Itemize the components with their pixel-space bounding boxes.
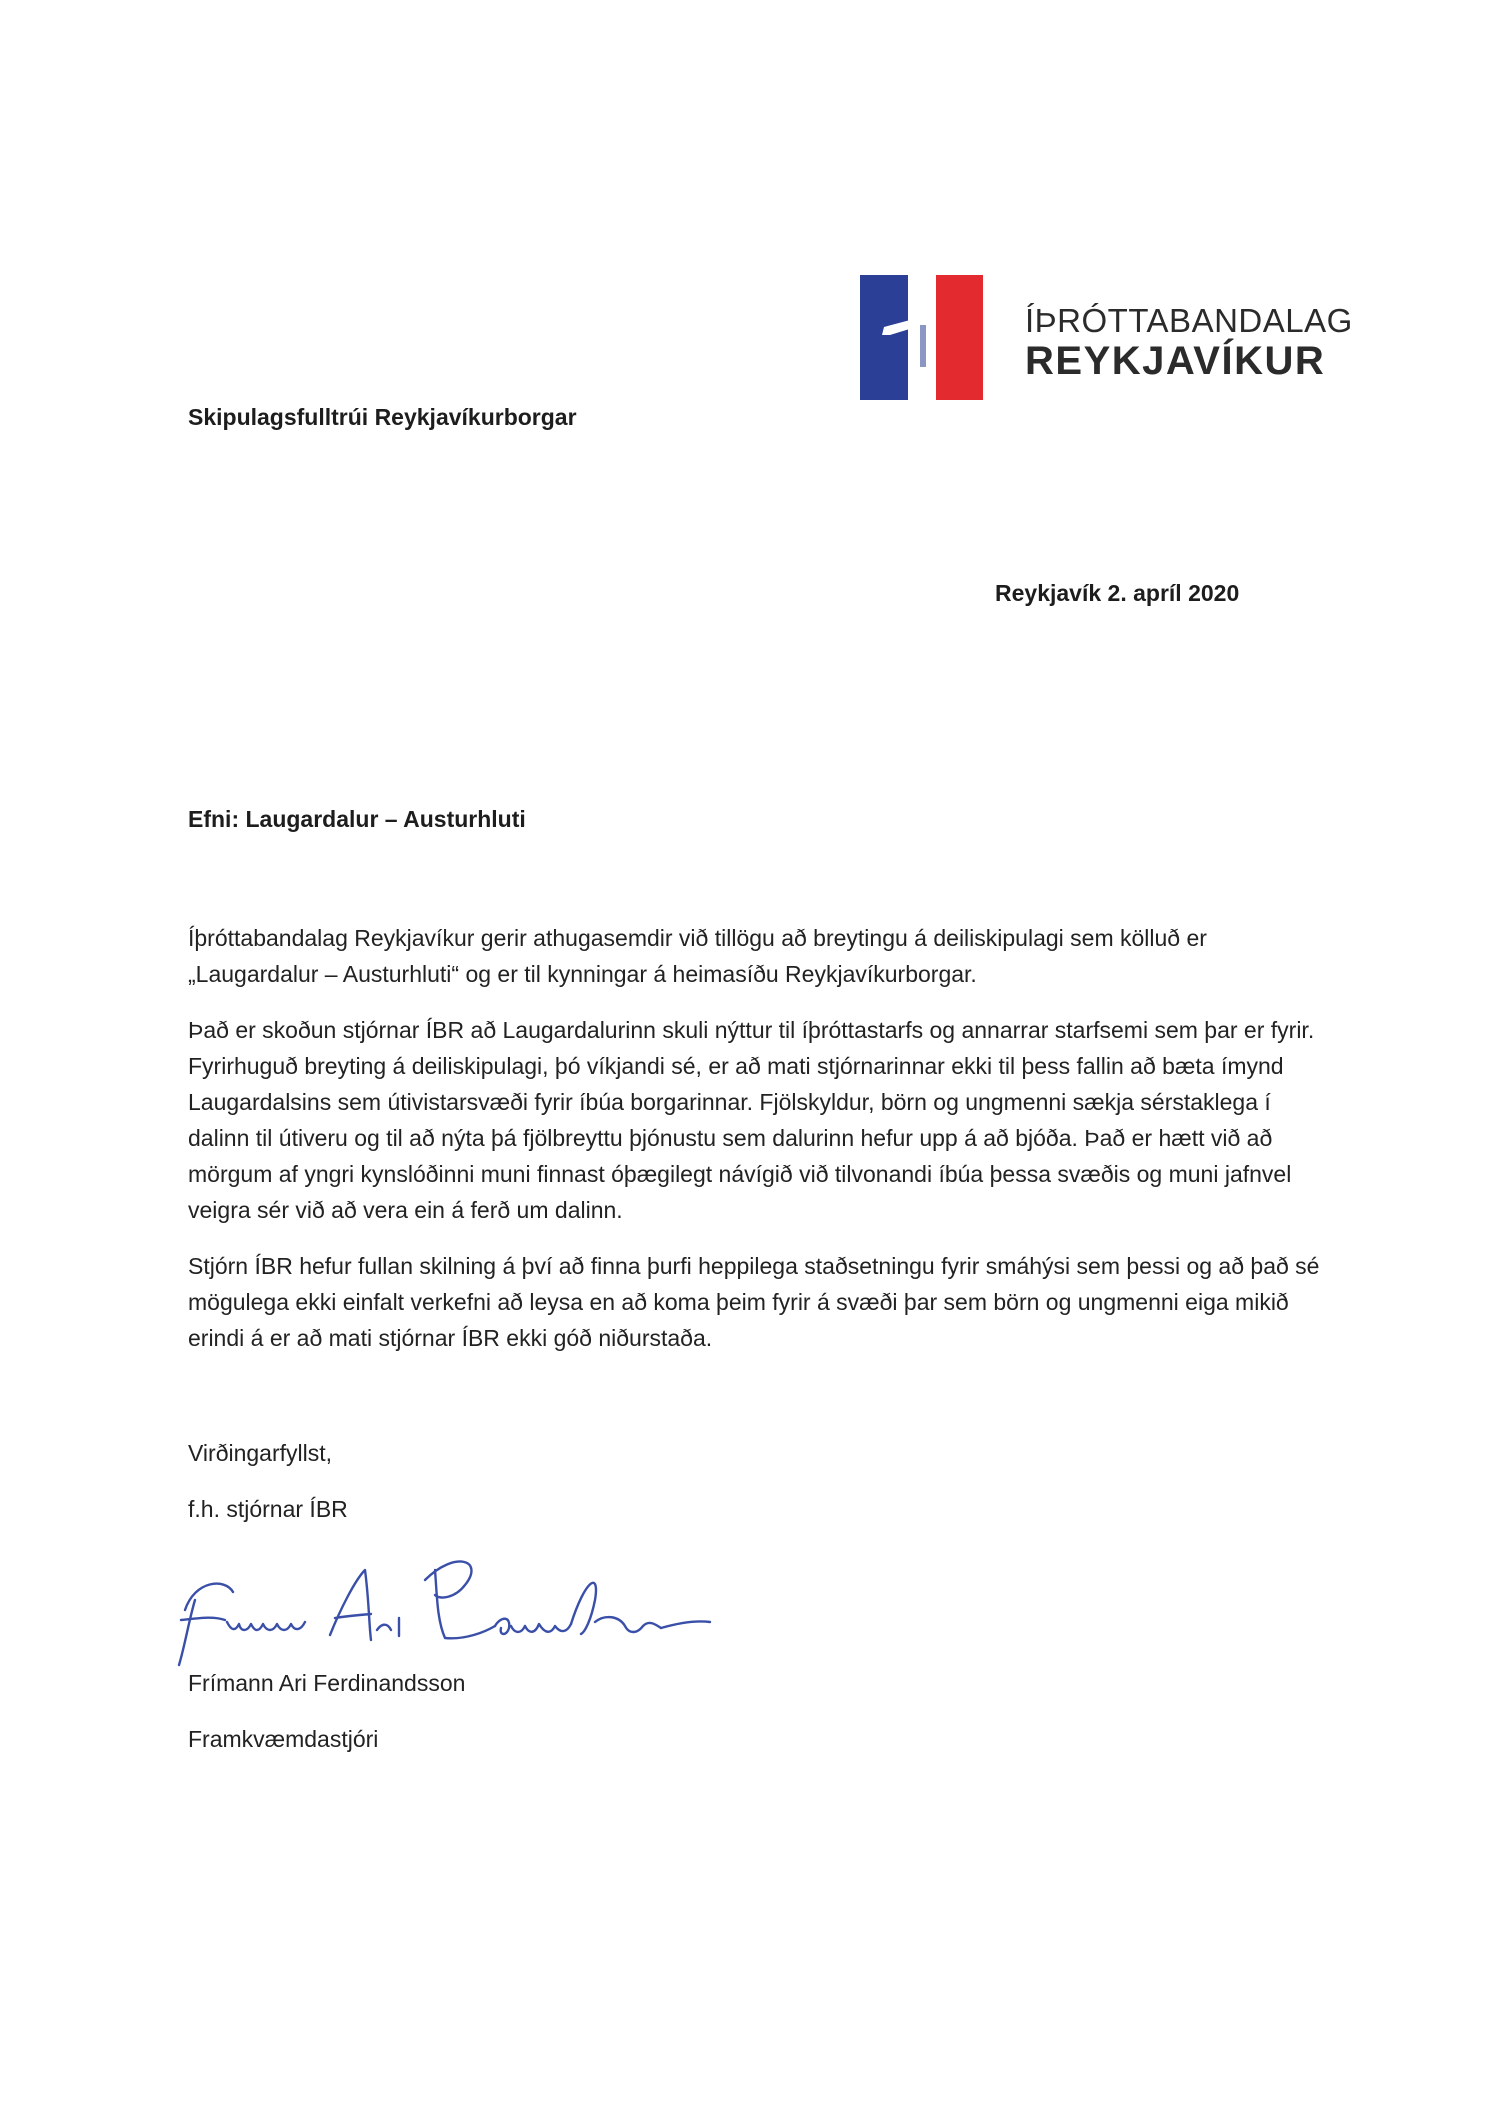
signer	[188, 1670, 465, 1782]
body-paragraph: Það er skoðun stjórnar ÍBR að Laugardalurinn skuli nýttur til íþróttastarfs og annarrar starfsemi sem þar er fyrir. Fyrirhuguð breyting á deiliskipulagi, þó víkjandi sé, er að mati stjórnarinnar ekki til þess fallin að bæta ímynd Laugardalsins sem útivistarsvæði fyrir íbúa borgarinnar. Fjölskyldur, börn og ungmenni sækja sérstaklega í dalinn til útiveru og til að nýta þá fjölbreyttu þjónustu sem dalurinn hefur upp á að bjóða. Það er hætt við að mörgum af yngri kynslóðinni muni finnast óþægilegt návígið við tilvonandi íbúa þessa svæðis og muni jafnvel veigra sér við að vera ein á ferð um dalinn.	[188, 1017, 1315, 1223]
recipient: Skipulagsfulltrúi Reykjavíkurborgar	[188, 404, 577, 430]
logo-org-name-line1: ÍÞRÓTTABANDALAG	[1025, 302, 1353, 339]
letter-body	[188, 920, 1338, 1376]
closing-on-behalf: f.h. stjórnar ÍBR	[188, 1496, 348, 1522]
ibr-logo	[860, 275, 1353, 400]
ibr-logo-text	[1025, 303, 1353, 383]
signer-title: Framkvæmdastjóri	[188, 1726, 379, 1752]
letter-subject: Efni: Laugardalur – Austurhluti	[188, 806, 526, 832]
ibr-logo-mark-icon	[860, 275, 983, 400]
letter-date: Reykjavík 2. apríl 2020	[995, 580, 1240, 606]
body-paragraph: Íþróttabandalag Reykjavíkur gerir athugasemdir við tillögu að breytingu á deiliskipulagi sem kölluð er „Laugardalur – Austurhluti“ og er til kynningar á heimasíðu Reykjavíkurborgar.	[188, 925, 1207, 987]
closing-salutation: Virðingarfyllst,	[188, 1440, 333, 1466]
body-paragraph: Stjórn ÍBR hefur fullan skilning á því að finna þurfi heppilega staðsetningu fyrir smáhýsi sem þessi og að það sé mögulega ekki einfalt verkefni að leysa en að koma þeim fyrir á svæði þar sem börn og ungmenni eiga mikið erindi á er að mati stjórnar ÍBR ekki góð niðurstaða.	[188, 1253, 1320, 1351]
logo-org-name-line2: REYKJAVÍKUR	[1025, 339, 1326, 383]
signer-name: Frímann Ari Ferdinandsson	[188, 1670, 466, 1696]
closing	[188, 1440, 348, 1552]
handwritten-signature	[155, 1540, 715, 1680]
